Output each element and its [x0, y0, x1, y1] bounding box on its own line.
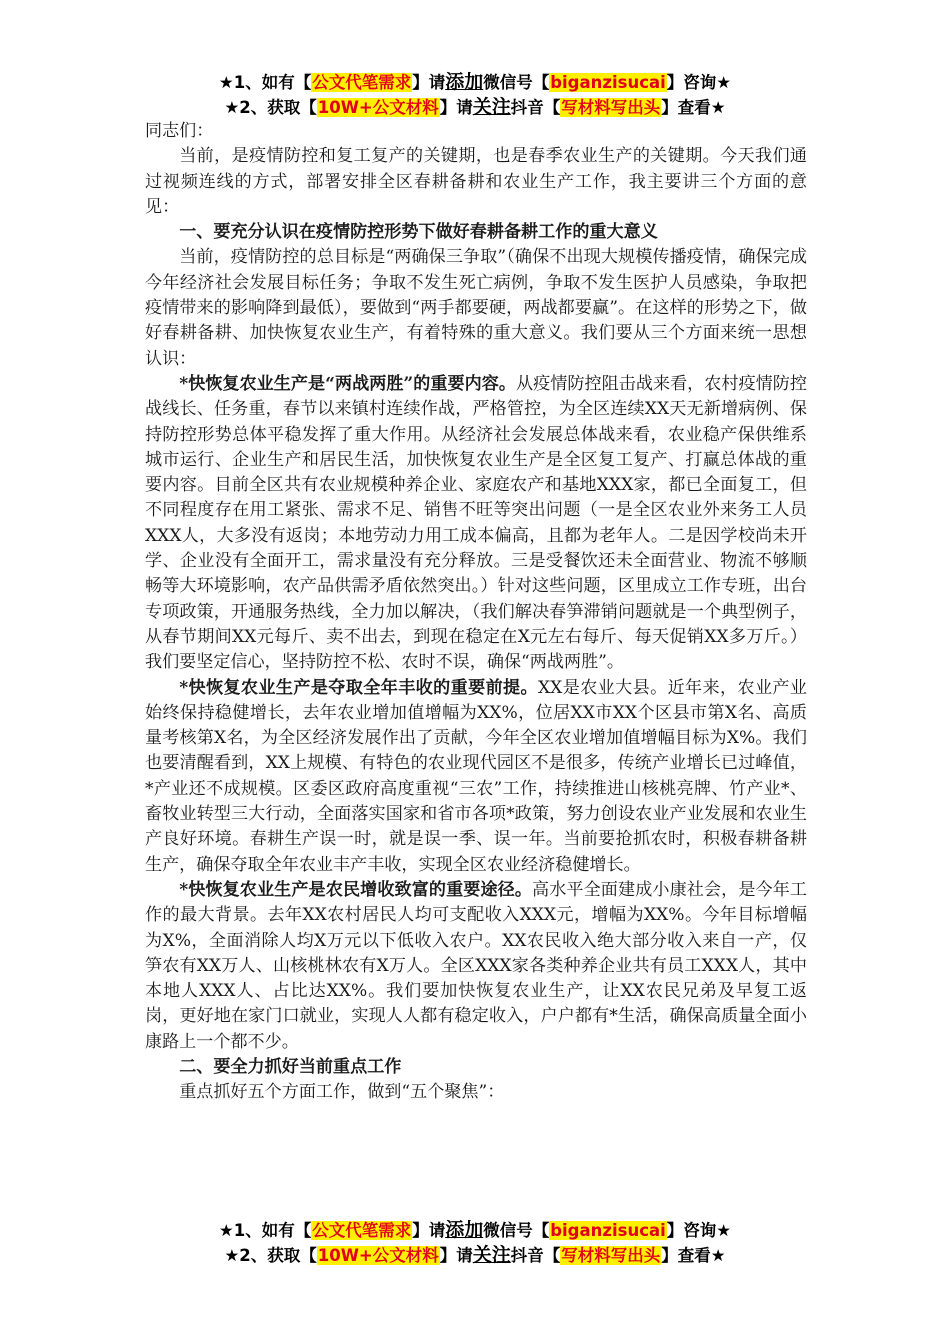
promo-line-2: [0, 1243, 950, 1268]
promo-emphasis: 添加: [445, 71, 484, 93]
point-2-lead: *快恢复农业生产是夺取全年丰收的重要前提。: [179, 677, 539, 698]
highlight-wechat-id: biganzisucai: [550, 73, 666, 92]
point-3-paragraph: [145, 878, 807, 1055]
salutation: 同志们：: [145, 121, 214, 141]
promo-text: 抖音【: [510, 98, 561, 117]
highlight-materials: 10W+公文材料: [317, 1246, 439, 1265]
point-3-body: 高水平全面建成小康社会，是今年工作的最大背景。去年XX农村居民人均可支配收入XXX元，增幅为XX%。今年目标增幅为X%，全面消除人均X万元以下低收入农户。XX农民收入绝大部分收入来自一产，仅笋农有XX万人、山核桃林农有X万人。全区XXX家各类种养企业共有员工XXX人，其中本地人XXX人、占比达XX%。我们要加快恢复农业生产，让XX农民兄弟及早复工返岗，更好地在家门口就业，实现人人都有稳定收入，户户都有*生活，确保高质量全面小康路上一个都不少。: [145, 879, 808, 1052]
point-3-lead: *快恢复农业生产是农民增收致富的重要途径。: [179, 879, 533, 900]
promo-text: 】请: [439, 1246, 473, 1265]
promo-emphasis: 关注: [472, 96, 511, 118]
promo-text: 】请: [439, 98, 473, 117]
promo-text: 】查看★: [661, 1246, 726, 1265]
promo-text: 微信号【: [483, 1221, 550, 1240]
section-heading-2: 二、要全力抓好当前重点工作: [179, 1056, 402, 1077]
promo-emphasis: 关注: [472, 1244, 511, 1266]
highlight-douyin-id: 写材料写出头: [561, 1246, 661, 1265]
paragraph-2: 重点抓好五个方面工作，做到“五个聚焦”：: [179, 1082, 505, 1103]
point-1-body: 从疫情防控阻击战来看，农村疫情防控战线长、任务重，春节以来镇村连续作战，严格管控，为全区连续XX天无新增病例、保持防控形势总体平稳发挥了重大作用。从经济社会发展总体战来看，农业稳产保供维系城市运行、企业生产和居民生活，加快恢复农业生产是全区复工复产、打赢总体战的重要内容。目前全区共有农业规模种养企业、家庭农产和基地XXX家，都已全面复工，但不同程度存在用工紧张、需求不足、销售不旺等突出问题（一是全区农业外来务工人员XXX人，大多没有返岗；本地劳动力用工成本偏高，且都为老年人。二是因学校尚未开学、企业没有全面开工，需求量没有充分释放。三是受餐饮还未全面营业、物流不够顺畅等大环境影响，农产品供需矛盾依然突出。）针对这些问题，区里成立工作专班，出台专项政策，开通服务热线，全力加以解决，（我们解决春笋滞销问题就是一个典型例子，从春节期间XX元每斤、卖不出去，到现在稳定在X元左右每斤、每天促销XX多万斤。）我们要坚定信心，坚持防控不松、农时不误，确保“两战两胜”。: [145, 373, 807, 673]
point-2-body: XX是农业大县。近年来，农业产业始终保持稳健增长，去年农业增加值增幅为XX%，位居XX市XX个区县市第X名、高质量考核第X名，为全区经济发展作出了贡献，今年全区农业增加值增幅目标为X%。我们也要清醒看到，XX上规模、有特色的农业现代园区不是很多，传统产业增长已过峰值，*产业还不成规模。区委区政府高度重视“三农”工作，持续推进山核桃亮牌、竹产业*、畜牧业转型三大行动，全面落实国家和省市各项*政策，努力创设农业产业发展和农业生产良好环境。春耕生产误一时，就是误一季、误一年。当前要抢抓农时，积极春耕备耕生产，确保夺取全年农业丰产丰收，实现全区农业经济稳健增长。: [145, 677, 808, 875]
promo-text: 】请: [412, 1221, 446, 1240]
promo-line-1: [0, 1218, 950, 1243]
promo-text: 】咨询★: [666, 73, 732, 92]
intro-paragraph: 当前，是疫情防控和复工复产的关键期，也是春季农业生产的关键期。今天我们通过视频连线的方式，部署安排全区春耕备耕和农业生产工作，我主要讲三个方面的意见：: [145, 146, 807, 217]
promo-text: ★1、如有【: [218, 73, 312, 92]
promo-text: ★2、获取【: [224, 98, 317, 117]
point-1-lead: *快恢复农业生产是“两战两胜”的重要内容。: [179, 373, 516, 394]
promo-line-1: [0, 70, 950, 95]
promo-emphasis: 添加: [445, 1219, 484, 1241]
promo-text: 】咨询★: [666, 1221, 732, 1240]
promo-text: 微信号【: [483, 73, 550, 92]
promo-text: ★2、获取【: [224, 1246, 317, 1265]
promo-text: ★1、如有【: [218, 1221, 312, 1240]
paragraph-1: 当前，疫情防控的总目标是“两确保三争取”（确保不出现大规模传播疫情，确保完成今年经济社会发展目标任务；争取不发生死亡病例，争取不发生医护人员感染，争取把疫情带来的影响降到最低），要做到“两手都要硬，两战都要赢”。在这样的形势之下，做好春耕备耕、加快恢复农业生产，有着特殊的重大意义。我们要从三个方面来统一思想认识：: [145, 247, 807, 369]
point-2-paragraph: [145, 676, 807, 878]
promo-text: 】请: [412, 73, 446, 92]
promo-line-2: [0, 95, 950, 120]
promo-text: 】查看★: [661, 98, 726, 117]
promo-text: 抖音【: [510, 1246, 561, 1265]
document-body: [145, 119, 807, 1106]
highlight-materials: 10W+公文材料: [317, 98, 439, 117]
section-heading-1: 一、要充分认识在疫情防控形势下做好春耕备耕工作的重大意义: [179, 222, 658, 243]
highlight-douyin-id: 写材料写出头: [561, 98, 661, 117]
point-1-paragraph: [145, 372, 807, 676]
highlight-service: 公文代笔需求: [312, 73, 412, 92]
promo-banner-bottom: [0, 1218, 950, 1268]
highlight-wechat-id: biganzisucai: [550, 1221, 666, 1240]
highlight-service: 公文代笔需求: [312, 1221, 412, 1240]
promo-banner-top: [0, 70, 950, 120]
